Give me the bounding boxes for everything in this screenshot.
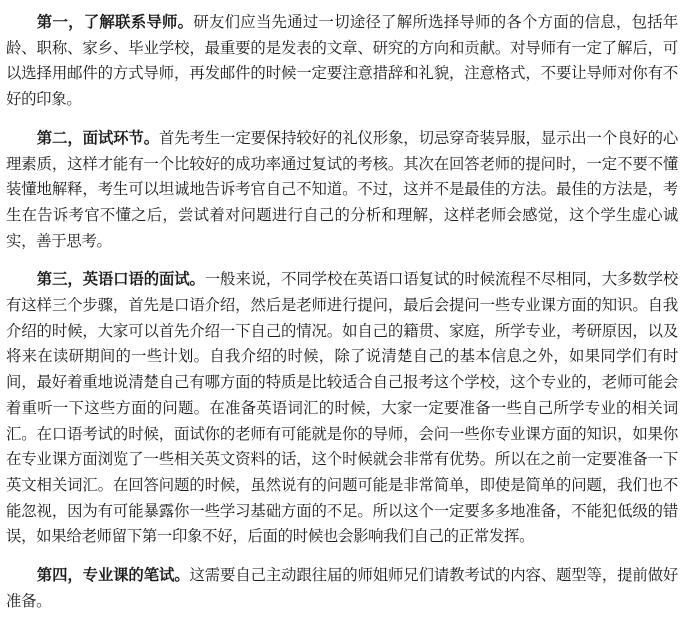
paragraph-3-heading: 第三，英语口语的面试。 [36, 270, 205, 289]
paragraph-1 [6, 10, 678, 113]
paragraph-3 [6, 267, 678, 550]
paragraph-1-heading: 第一，了解联系导师。 [36, 13, 194, 31]
paragraph-2-heading: 第二，面试环节。 [36, 128, 159, 147]
paragraph-2 [6, 126, 678, 255]
paragraph-4-body: 这需要自己主动跟往届的师姐师兄们请教考试的内容、题型等，提前做好准备。 [6, 566, 678, 610]
paragraph-3-body: 一般来说，不同学校在英语口语复试的时候流程不尽相同，大多数学校有这样三个步骤，首先是口语介绍，然后是老师进行提问，最后会提问一些专业课方面的知识。自我介绍的时候，大家可以首先介绍一下自己的情况。如自己的籍贯、家庭，所学专业，考研原因，以及将来在读研期间的一些计划。自我介绍的时候，除了说清楚自己的基本信息之外，如果同学们有时间，最好着重地说清楚自己有哪方面的特质是比较适合自己报考这个学校，这个专业的，老师可能会着重听一下这些方面的问题。在准备英语词汇的时候，大家一定要准备一些自己所学专业的相关词汇。在口语考试的时候，面试你的老师有可能就是你的导师，会问一些你专业课方面的知识，如果你在专业课方面浏览了一些相关英文资料的话，这个时候就会非常有优势。所以在之前一定要准备一下英文相关词汇。在回答问题的时候，虽然说有的问题可能是非常简单，即使是简单的问题，我们也不能忽视，因为有可能暴露你一些学习基础方面的不足。所以这个一定要多多地准备，不能犯低级的错误，如果给老师留下第一印象不好，后面的时候也会影响我们自己的正常发挥。 [6, 270, 678, 546]
paragraph-1-body: 研友们应当先通过一切途径了解所选择导师的各个方面的信息，包括年龄、职称、家乡、毕业学校，最重要的是发表的文章、研究的方向和贡献。对导师有一定了解后，可以选择用邮件的方式导师，再发邮件的时候一定要注意措辞和礼貌，注意格式，不要让导师对你有不好的印象。 [6, 13, 678, 109]
paragraph-4-heading: 第四，专业课的笔试。 [36, 566, 190, 585]
paragraph-4 [6, 563, 678, 614]
paragraph-2-body: 首先考生一定要保持较好的礼仪形象，切忌穿奇装异服，显示出一个良好的心理素质，这样才能有一个比较好的成功率通过复试的考核。其次在回答老师的提问时，一定不要不懂装懂地解释，考生可以坦诚地告诉考官自己不知道。不过，这并不是最佳的方法。最佳的方法是，考生在告诉考官不懂之后，尝试着对问题进行自己的分析和理解，这样老师会感觉，这个学生虚心诚实，善于思考。 [6, 128, 678, 250]
